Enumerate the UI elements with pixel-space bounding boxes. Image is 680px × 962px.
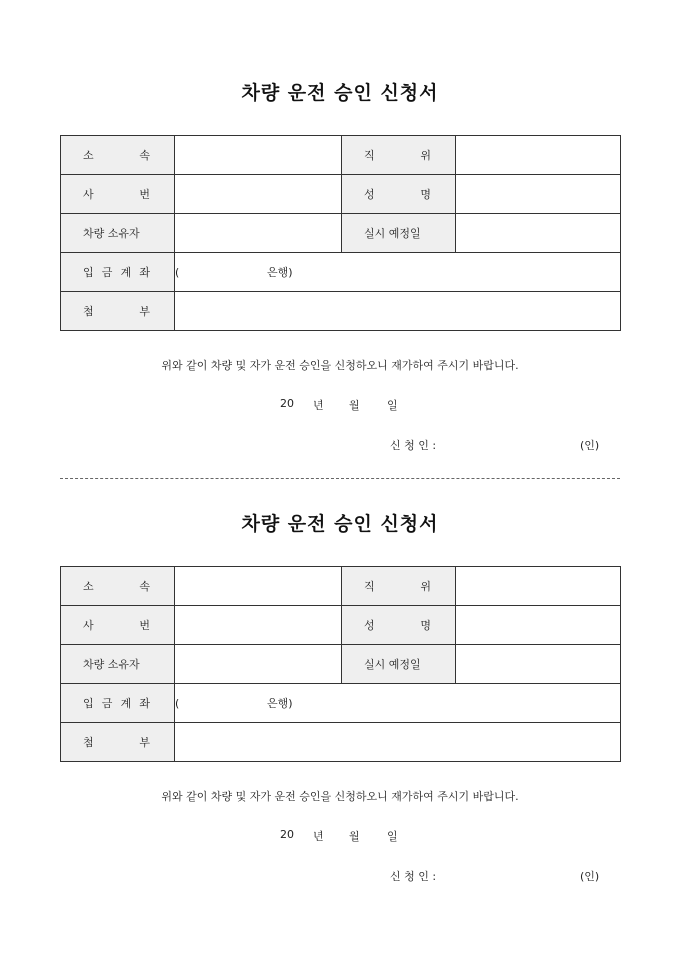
table-row <box>61 253 621 292</box>
owner-label: 차량 소유자 <box>61 214 175 253</box>
applicant-label: 신 청 인 : <box>390 870 437 883</box>
affiliation-label: 소 속 <box>61 136 175 175</box>
attachment-field[interactable] <box>175 723 621 762</box>
attachment-label: 첨 부 <box>61 723 175 762</box>
table-row <box>61 175 621 214</box>
account-label: 입 금 계 좌 <box>61 684 175 723</box>
position-label: 직 위 <box>342 136 456 175</box>
position-field[interactable] <box>456 567 621 606</box>
form-title: 차량 운전 승인 신청서 <box>241 82 439 104</box>
account-field[interactable]: ( 은행) <box>175 253 621 292</box>
employee-no-field[interactable] <box>175 606 342 645</box>
planned-date-label: 실시 예정일 <box>342 645 456 684</box>
planned-date-label: 실시 예정일 <box>342 214 456 253</box>
table-row <box>61 645 621 684</box>
affiliation-field[interactable] <box>175 136 342 175</box>
owner-field[interactable] <box>175 214 342 253</box>
affiliation-field[interactable] <box>175 567 342 606</box>
cut-line-divider <box>60 478 620 479</box>
attachment-field[interactable] <box>175 292 621 331</box>
form-table <box>60 135 621 331</box>
employee-no-label: 사 번 <box>61 606 175 645</box>
position-field[interactable] <box>456 136 621 175</box>
affiliation-label: 소 속 <box>61 567 175 606</box>
position-label: 직 위 <box>342 567 456 606</box>
attachment-label: 첨 부 <box>61 292 175 331</box>
seal-mark: (인) <box>580 439 600 452</box>
account-field[interactable]: ( 은행) <box>175 684 621 723</box>
seal-mark: (인) <box>580 870 600 883</box>
statement-text: 위와 같이 차량 및 자가 운전 승인을 신청하오니 재가하여 주시기 바랍니다. <box>161 790 519 803</box>
form-title: 차량 운전 승인 신청서 <box>241 513 439 535</box>
name-label: 성 명 <box>342 606 456 645</box>
table-row <box>61 723 621 762</box>
employee-no-field[interactable] <box>175 175 342 214</box>
name-field[interactable] <box>456 175 621 214</box>
owner-field[interactable] <box>175 645 342 684</box>
form-table <box>60 566 621 762</box>
statement-text: 위와 같이 차량 및 자가 운전 승인을 신청하오니 재가하여 주시기 바랍니다. <box>161 359 519 372</box>
table-row <box>61 606 621 645</box>
name-label: 성 명 <box>342 175 456 214</box>
table-row <box>61 292 621 331</box>
account-label: 입 금 계 좌 <box>61 253 175 292</box>
table-row <box>61 567 621 606</box>
applicant-label: 신 청 인 : <box>390 439 437 452</box>
owner-label: 차량 소유자 <box>61 645 175 684</box>
table-row <box>61 214 621 253</box>
planned-date-field[interactable] <box>456 214 621 253</box>
table-row <box>61 136 621 175</box>
name-field[interactable] <box>456 606 621 645</box>
table-row <box>61 684 621 723</box>
employee-no-label: 사 번 <box>61 175 175 214</box>
planned-date-field[interactable] <box>456 645 621 684</box>
